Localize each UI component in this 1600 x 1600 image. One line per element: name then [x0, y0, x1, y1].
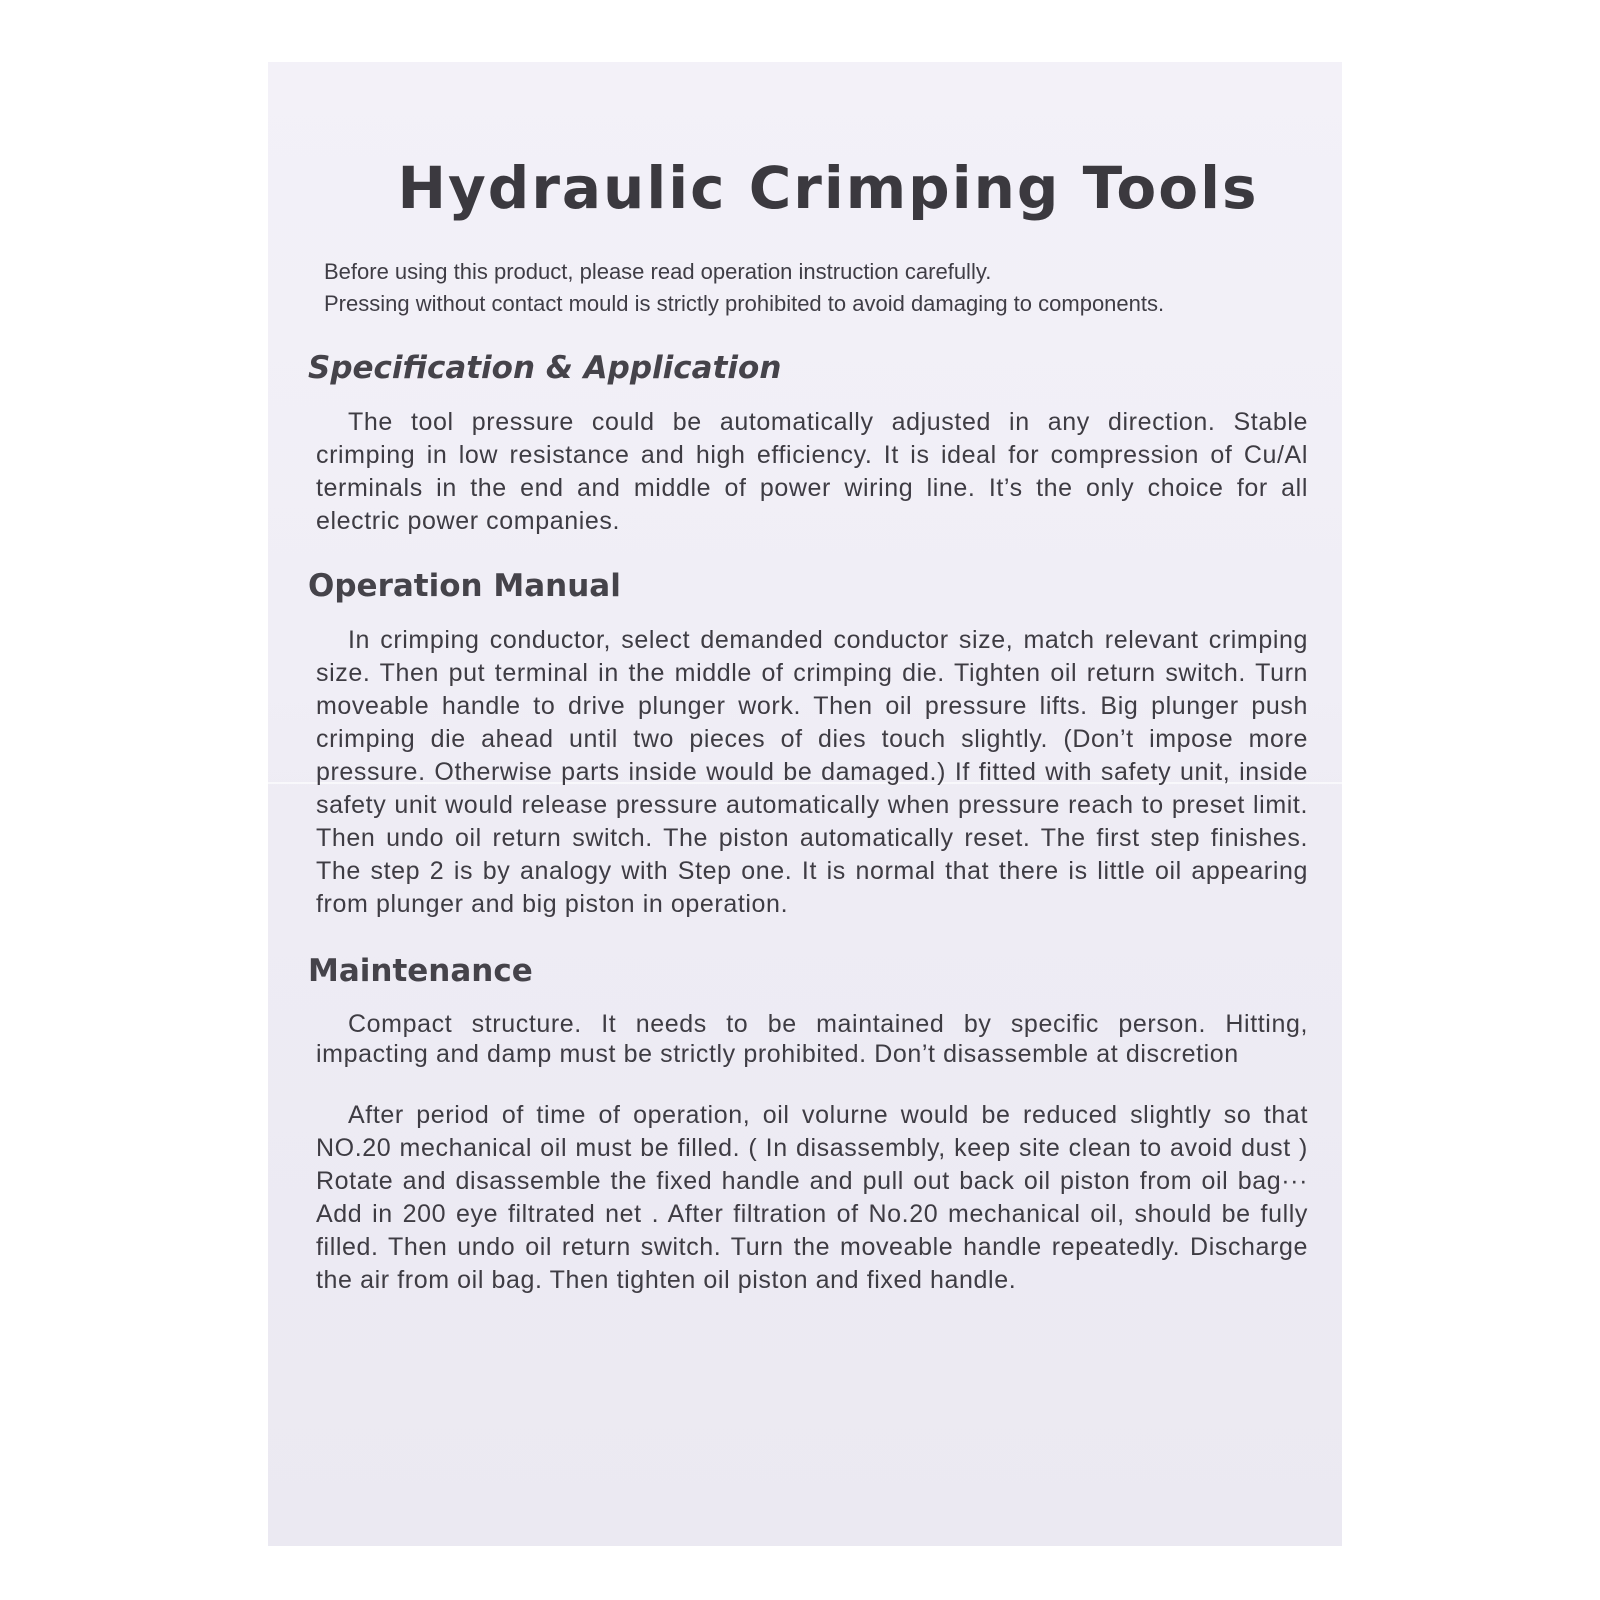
paragraph: The tool pressure could be automatically adjusted in any direction. Stable crimping in low resistance and high efficiency. It is ideal for compression of Cu/Al terminals in the end and middle of power wiring line. It’s the only choice for all electric power companies.: [316, 408, 1308, 535]
warning-line-2: Pressing without contact mould is strictly prohibited to avoid damaging to components.: [324, 291, 1165, 316]
paragraph: After period of time of operation, oil volurne would be reduced slightly so that NO.20 mechanical oil must be filled. ( In disassembly, keep site clean to avoid dust ) Rotate and disassemble the fixed handle and pull out back oil piston from oil bag··· Add in 200 eye filtrated net . After filtration of No.20 mechanical oil, should be fully filled. Then undo oil return switch. Turn the moveable handle repeatedly. Discharge the air from oil bag. Then tighten oil piston and fixed handle.: [316, 1101, 1308, 1294]
warning-notes: [324, 256, 1308, 320]
document-content: [308, 154, 1308, 1297]
instruction-sheet: [268, 62, 1342, 1546]
paragraph: Compact structure. It needs to be maintained by specific person. Hitting, impacting and damp must be strictly prohibited. Don’t disassemble at discretion: [316, 1010, 1308, 1068]
warning-line-1: Before using this product, please read operation instruction carefully.: [324, 259, 992, 284]
section-body-operation: [316, 624, 1308, 921]
section-body-specification: [316, 406, 1308, 538]
section-heading-specification: Specification & Application: [308, 350, 782, 386]
section-heading-operation: Operation Manual: [308, 568, 621, 604]
section-heading-maintenance: Maintenance: [308, 953, 533, 989]
document-title: Hydraulic Crimping Tools: [397, 154, 1259, 222]
section-body-maintenance: [316, 1009, 1308, 1297]
paragraph: In crimping conductor, select demanded conductor size, match relevant crimping size. Then put terminal in the middle of crimping die. Tighten oil return switch. Turn moveable handle to drive plunger work. Then oil pressure lifts. Big plunger push crimping die ahead until two pieces of dies touch slightly. (Don’t impose more pressure. Otherwise parts inside would be damaged.) If fitted with safety unit, inside safety unit would release pressure automatically when pressure reach to preset limit. Then undo oil return switch. The piston automatically reset. The first step finishes. The step 2 is by analogy with Step one. It is normal that there is little oil appearing from plunger and big piston in operation.: [316, 626, 1308, 918]
